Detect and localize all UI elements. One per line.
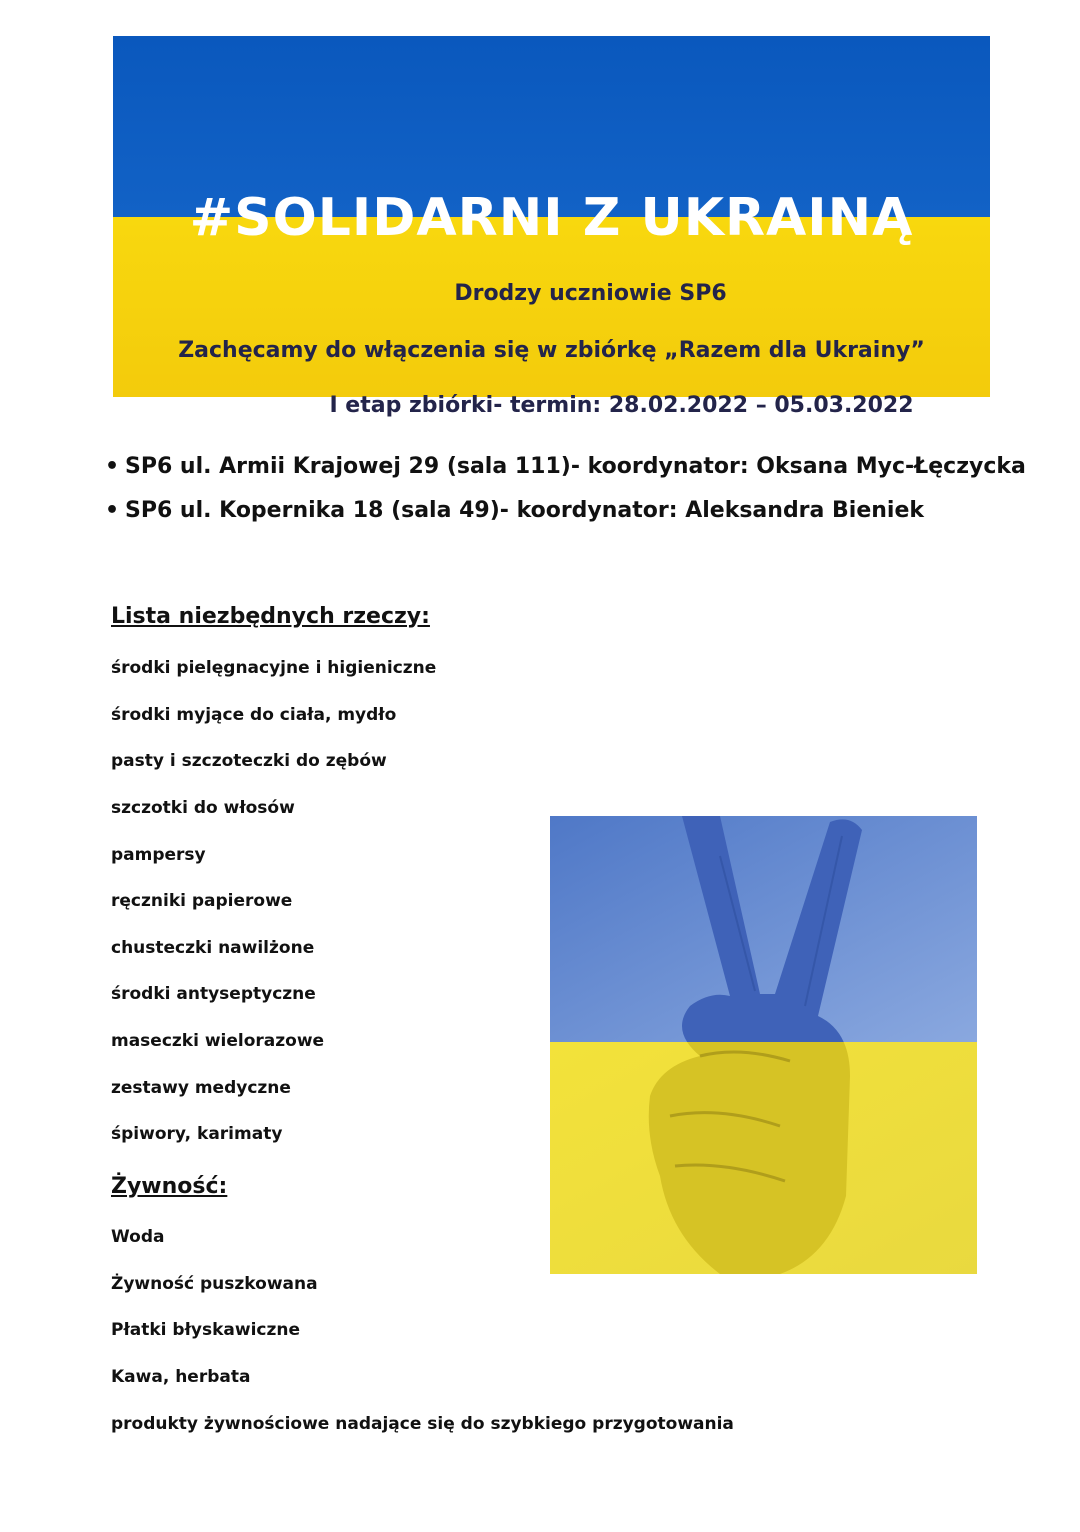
needs-heading: Lista niezbędnych rzeczy: [111,604,430,629]
food-item: Kawa, herbata [111,1367,251,1387]
location-text: SP6 ul. Armii Krajowej 29 (sala 111)- koordynator: Oksana Myc-Łęczycka [125,454,1026,479]
needs-item: pampersy [111,845,206,865]
needs-item: chusteczki nawilżone [111,938,315,958]
food-item: produkty żywnościowe nadające się do szybkiego przygotowania [111,1414,734,1434]
banner-invitation: Zachęcamy do włączenia się w zbiórkę „Razem dla Ukrainy” [178,338,925,363]
needs-item: środki pielęgnacyjne i higieniczne [111,658,437,678]
banner-title: #SOLIDARNI Z UKRAINĄ [189,188,914,248]
location-item [105,489,1026,533]
location-list [105,445,1026,533]
food-item: Płatki błyskawiczne [111,1320,301,1340]
food-heading: Żywność: [111,1174,228,1199]
needs-item: śpiwory, karimaty [111,1124,283,1144]
solidarity-banner [113,36,990,418]
bullet-icon: • [105,498,120,523]
needs-item: pasty i szczoteczki do zębów [111,751,387,771]
banner-stage: I etap zbiórki- termin: 28.02.2022 – 05.03.2022 [329,393,914,418]
needs-item: zestawy medyczne [111,1078,291,1098]
peace-hand-photo [550,816,977,1274]
needs-item: maseczki wielorazowe [111,1031,325,1051]
location-text: SP6 ul. Kopernika 18 (sala 49)- koordynator: Aleksandra Bieniek [125,498,925,523]
needs-item: środki antyseptyczne [111,984,316,1004]
needs-item: środki myjące do ciała, mydło [111,705,397,725]
food-item: Żywność puszkowana [111,1274,318,1294]
location-item [105,445,1026,489]
peace-hand-icon [550,816,977,1274]
needs-item: szczotki do włosów [111,798,295,818]
bullet-icon: • [105,454,120,479]
banner-greeting: Drodzy uczniowie SP6 [454,281,727,306]
food-item: Woda [111,1227,165,1247]
needs-item: ręczniki papierowe [111,891,293,911]
